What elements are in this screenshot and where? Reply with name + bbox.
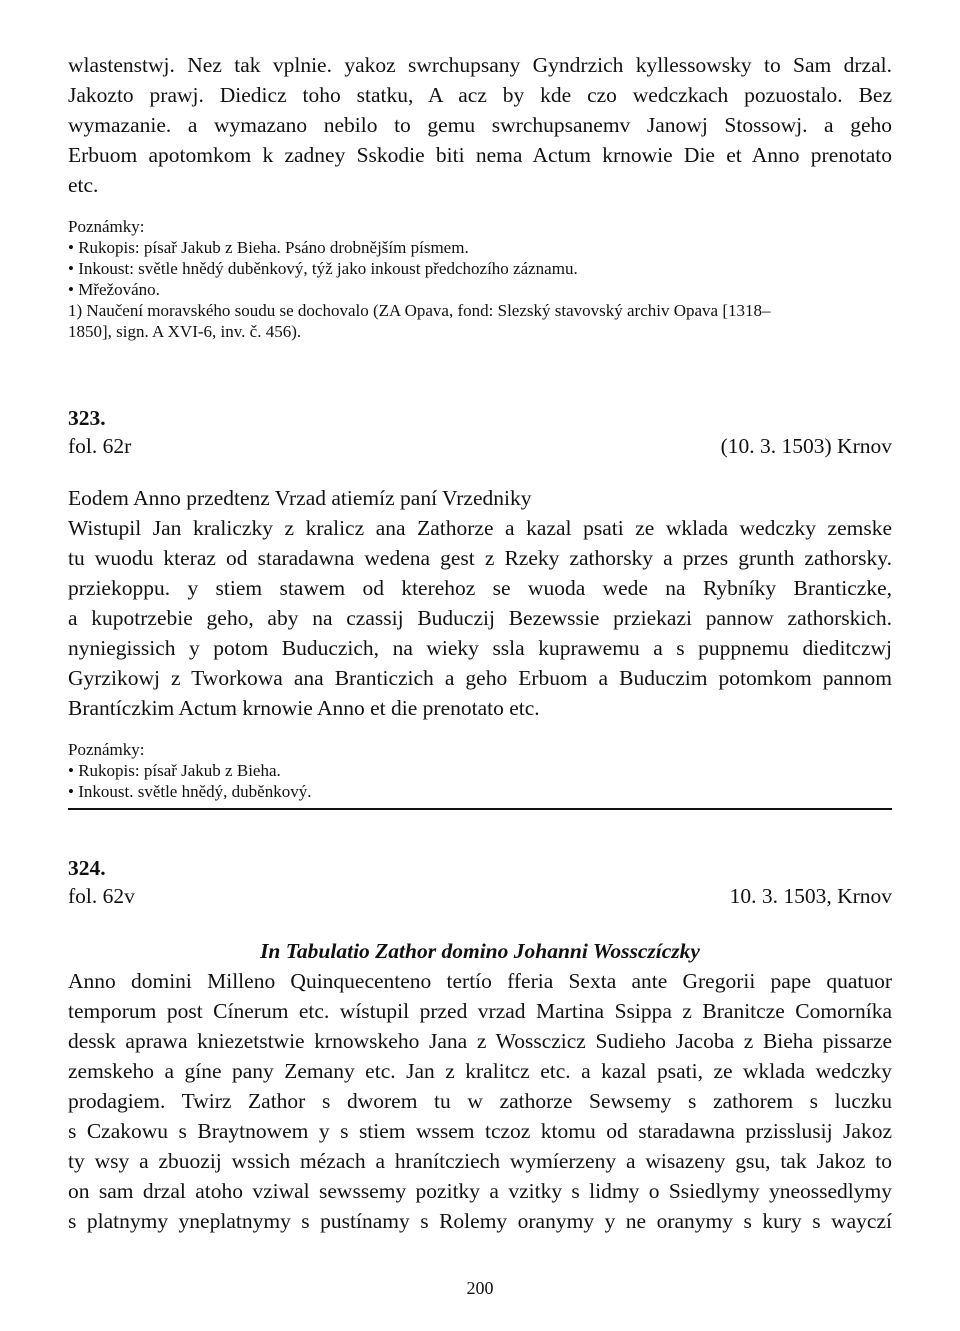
date-place: 10. 3. 1503, Krnov: [729, 884, 892, 908]
text-line: Eodem Anno przedtenz Vrzad atiemíz paní Vrzedniky: [68, 486, 532, 510]
note-item: • Mřežováno.: [68, 280, 160, 299]
page-number: 200: [466, 1278, 494, 1298]
notes-title: Poznámky:: [68, 740, 145, 759]
entry-text: [68, 966, 892, 1236]
text-line: prodagiem. Twirz Zathor s dworem tu w zathorze Sewsemy s zathorem s luczku: [68, 1089, 892, 1113]
entry-text: [68, 483, 892, 723]
footnote: 1) Naučení moravského soudu se dochovalo (ZA Opava, fond: Slezský stavovský archiv Opava [1318–: [68, 301, 771, 320]
text-line: dessk aprawa kniezetstwie krnowskeho Jana z Wossczicz Sudieho Jacoba z Bieha pissarze: [68, 1029, 892, 1053]
folio-row: [68, 882, 892, 910]
text-line: Anno domini Milleno Quinquecenteno tertío fferia Sexta ante Gregorii pape quatuor: [68, 969, 892, 993]
text-line: etc.: [68, 173, 99, 197]
text-line: Brantíczkim Actum krnowie Anno et die prenotato etc.: [68, 696, 540, 720]
note-item: • Rukopis: písař Jakub z Bieha. Psáno drobnějším písmem.: [68, 238, 469, 257]
note-item: • Rukopis: písař Jakub z Bieha.: [68, 761, 281, 780]
text-line: ty wsy a zbuozij wssich mézach a hranítcziech wymíerzeny a wisazeny gsu, tak Jakoz to: [68, 1149, 892, 1173]
text-line: s Czakowu s Braytnowem y s stiem wssem tczoz ktomu od staradawna przisslusij Jakoz: [68, 1119, 892, 1143]
note-item: • Inkoust. světle hnědý, duběnkový.: [68, 782, 312, 801]
entry-number: 323.: [68, 406, 106, 430]
folio-row: [68, 432, 892, 460]
text-line: wlastenstwj. Nez tak vplnie. yakoz swrchupsany Gyndrzich kyllessowsky to Sam drzal.: [68, 53, 892, 77]
text-line: s platnymy yneplatnymy s pustínamy s Rolemy oranymy y ne oranymy s kury s wayczí: [68, 1209, 892, 1233]
text-line: zemskeho a gíne pany Zemany etc. Jan z kralitcz etc. a kazal psati, ze wklada wedczky: [68, 1059, 892, 1083]
text-line: Gyrzikowj z Tworkowa ana Branticzich a geho Erbuom a Buduczim potomkom pannom: [68, 666, 892, 690]
text-line: temporum post Cínerum etc. wístupil przed vrzad Martina Ssippa z Branitcze Comorníka: [68, 999, 892, 1023]
entry-heading: In Tabulatio Zathor domino Johanni Wossczíczky: [260, 939, 700, 963]
entry-number: 324.: [68, 856, 106, 880]
text-line: on sam drzal atoho vziwal sewssemy pozitky a vzitky s lidmy o Ssiedlymy yneossedlymy: [68, 1179, 892, 1203]
folio-label: fol. 62r: [68, 434, 132, 458]
text-line: Jakozto prawj. Diedicz toho statku, A acz by kde czo wedczkach pozuostalo. Bez: [68, 83, 892, 107]
folio-label: fol. 62v: [68, 884, 135, 908]
note-item: • Inkoust: světle hnědý duběnkový, týž jako inkoust předchozího záznamu.: [68, 259, 578, 278]
document-page: [68, 50, 892, 1236]
footnote: 1850], sign. A XVI-6, inv. č. 456).: [68, 322, 302, 341]
notes-title: Poznámky:: [68, 217, 145, 236]
date-place: (10. 3. 1503) Krnov: [720, 434, 892, 458]
text-line: prziekoppu. y stiem stawem od kterehoz se wuoda wede na Rybníky Branticzke,: [68, 576, 892, 600]
text-line: Erbuom apotomkom k zadney Sskodie biti nema Actum krnowie Die et Anno prenotato: [68, 143, 892, 167]
text-line: nyniegissich y potom Buduczich, na wieky ssla kuprawemu a s puppnemu dieditczwj: [68, 636, 892, 660]
text-line: Wistupil Jan kraliczky z kralicz ana Zathorze a kazal psati ze wklada wedczky zemske: [68, 516, 892, 540]
text-line: tu wuodu kteraz od staradawna wedena gest z Rzeky zathorsky a przes grunth zathorsky.: [68, 546, 892, 570]
text-line: wymazanie. a wymazano nebilo to gemu swrchupsanemv Janowj Stossowj. a geho: [68, 113, 892, 137]
continuation-paragraph: [68, 50, 892, 200]
text-line: a kupotrzebie geho, aby na czassij Buduczij Bezewssie prziekazi pannow zathorskich.: [68, 606, 892, 630]
